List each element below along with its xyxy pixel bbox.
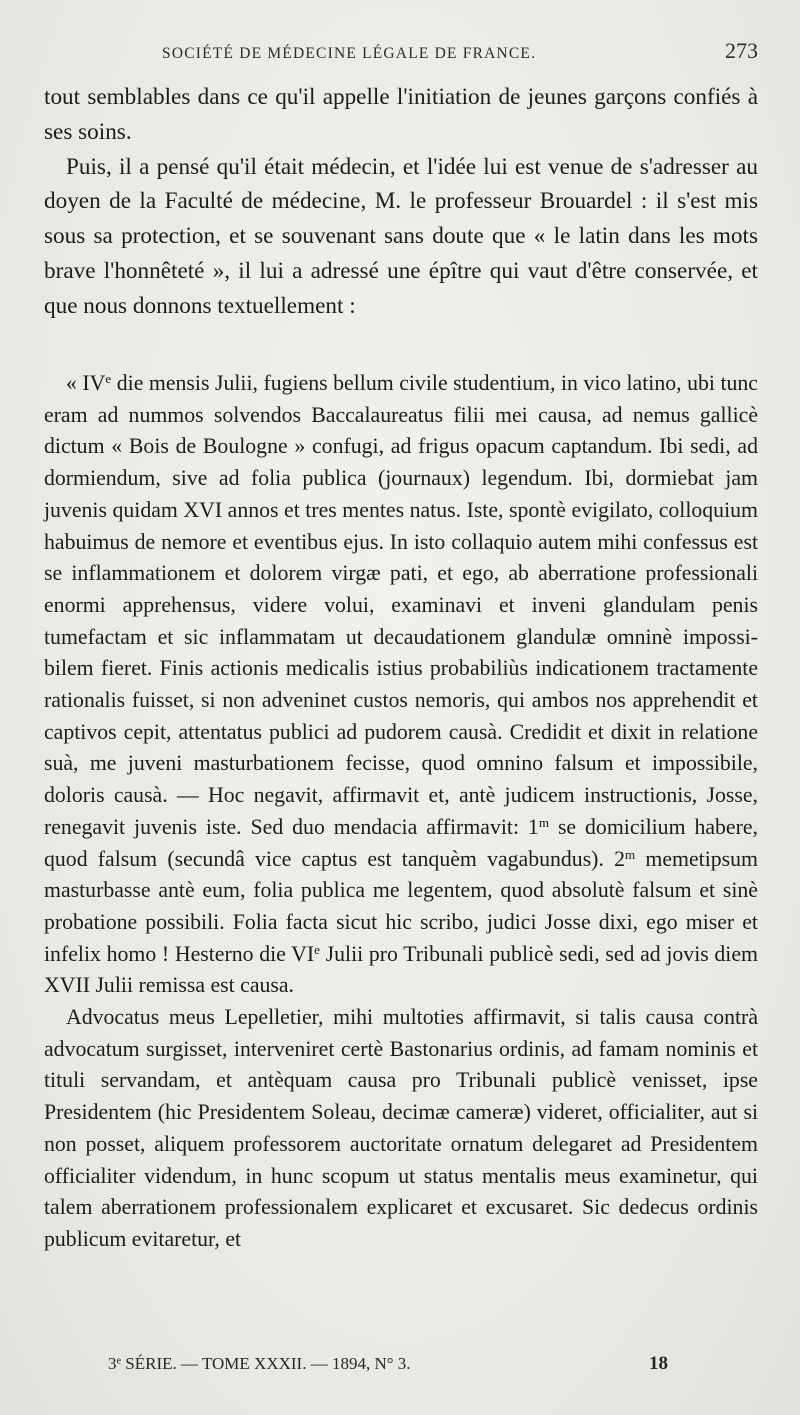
series-details: SÉRIE. — TOME XXXII. — 1894, N° 3. bbox=[121, 1354, 411, 1373]
letter-opening: « IV bbox=[66, 371, 106, 395]
letter-paragraph-1 bbox=[44, 368, 758, 1002]
series-info bbox=[108, 1354, 411, 1374]
running-head bbox=[162, 38, 758, 64]
intro-text bbox=[44, 80, 758, 324]
series-superscript: e bbox=[116, 1355, 122, 1367]
letter-text-c: memetipsum masturbasse antè eum, folia publica me legentem, quod absolutè falsum et sinè probatione possibili. Folia facta sicut hic scribo, judici Josse dixi, ego miser et infelix homo ! Hesterno die VI bbox=[44, 846, 758, 966]
superscript-e: e bbox=[105, 370, 112, 386]
running-title: SOCIÉTÉ DE MÉDECINE LÉGALE DE FRANCE. bbox=[162, 45, 537, 62]
page-number: 273 bbox=[725, 38, 758, 63]
latin-letter bbox=[44, 368, 758, 1256]
letter-text-b: se domicilium habere, quod falsum (secundâ vice captus est tanquèm vagabundus). 2 bbox=[44, 814, 758, 871]
signature-mark: 18 bbox=[649, 1353, 668, 1374]
intro-paragraph-1: tout semblables dans ce qu'il appelle l'initiation de jeunes garçons confiés à ses soins. bbox=[44, 84, 758, 145]
superscript-e2: e bbox=[314, 941, 320, 957]
page-footer bbox=[108, 1353, 668, 1375]
series-number: 3 bbox=[108, 1354, 117, 1373]
letter-paragraph-2: Advocatus meus Lepelletier, mihi multoties affirmavit, si talis causa contrà advocatum surgisset, interveniret certè Bastonarius ordinis, ad famam nominis et tituli servandam, et antèquam causa pro Tribunali publicè venisset, ipse Presidentem (hic Presidentem Soleau, decimæ cameræ) videret, officialiter, aut si non posset, aliquem professorem auctoritate ornatum delegaret ad Presidentem officialiter videndum, in hunc scopum ut status mentalis meus examinetur, qui talem aberrationem professionalem explicaret et excusaret. Sic dedecus ordinis publicum evitaretur, et bbox=[44, 1005, 758, 1251]
letter-text-d: Julii pro Tribunali publicè sedi, sed ad jovis diem XVII Julii remissa est causa. bbox=[44, 941, 758, 998]
superscript-m2: m bbox=[625, 846, 636, 862]
intro-paragraph-2: Puis, il a pensé qu'il était médecin, et l'idée lui est venue de s'adresser au doyen de la Faculté de médecine, M. le professeur Brouardel : il s'est mis sous sa protection, et se souvenant sans doute que « le latin dans les mots brave l'honnêteté », il lui a adressé une épître qui vaut d'être conservée, et que nous donnons textuellement : bbox=[44, 153, 758, 319]
superscript-m1: m bbox=[538, 814, 550, 830]
letter-text-a: die mensis Julii, fugiens bellum civile studentium, in vico latino, ubi tunc eram ad nummos solvendos Baccalaureatus filii mei causa, ad nemus gallicè dictum « Bois de Boulogne » confugi, ad frigus opacum captandum. Ibi sedi, ad dormiendum, sive ad folia publica (journaux) legendum. Ibi, dormiebat jam juvenis quidam XVI annos et tres mentes natus. Iste, spontè evigilato, colloquium habuimus de nemore et eventibus ejus. In isto collaquio autem mihi confessus est se inflammationem et dolorem virgæ pati, et ego, ab aberratione professionali enormi apprehensus, videre volui, examinavi et inveni glandulam penis tumefactam et sic inflammatam ut decaudationem glandulæ omninè impossibilem fieret. Finis actionis medicalis istius probabiliùs indicationem tractamente rationalis fuisset, si non adveninet custos nemoris, qui ambos nos apprehendit et captivos cepit, attentatus publici ad pudorem causà. Credidit et dixit in relatione suà, me juveni masturbationem fecisse, quod omnino falsum et impossibile, doloris causà. — Hoc negavit, affirmavit et, antè judicem instructionis, Josse, renegavit juvenis iste. Sed duo mendacia affirmavit: 1 bbox=[44, 371, 758, 839]
